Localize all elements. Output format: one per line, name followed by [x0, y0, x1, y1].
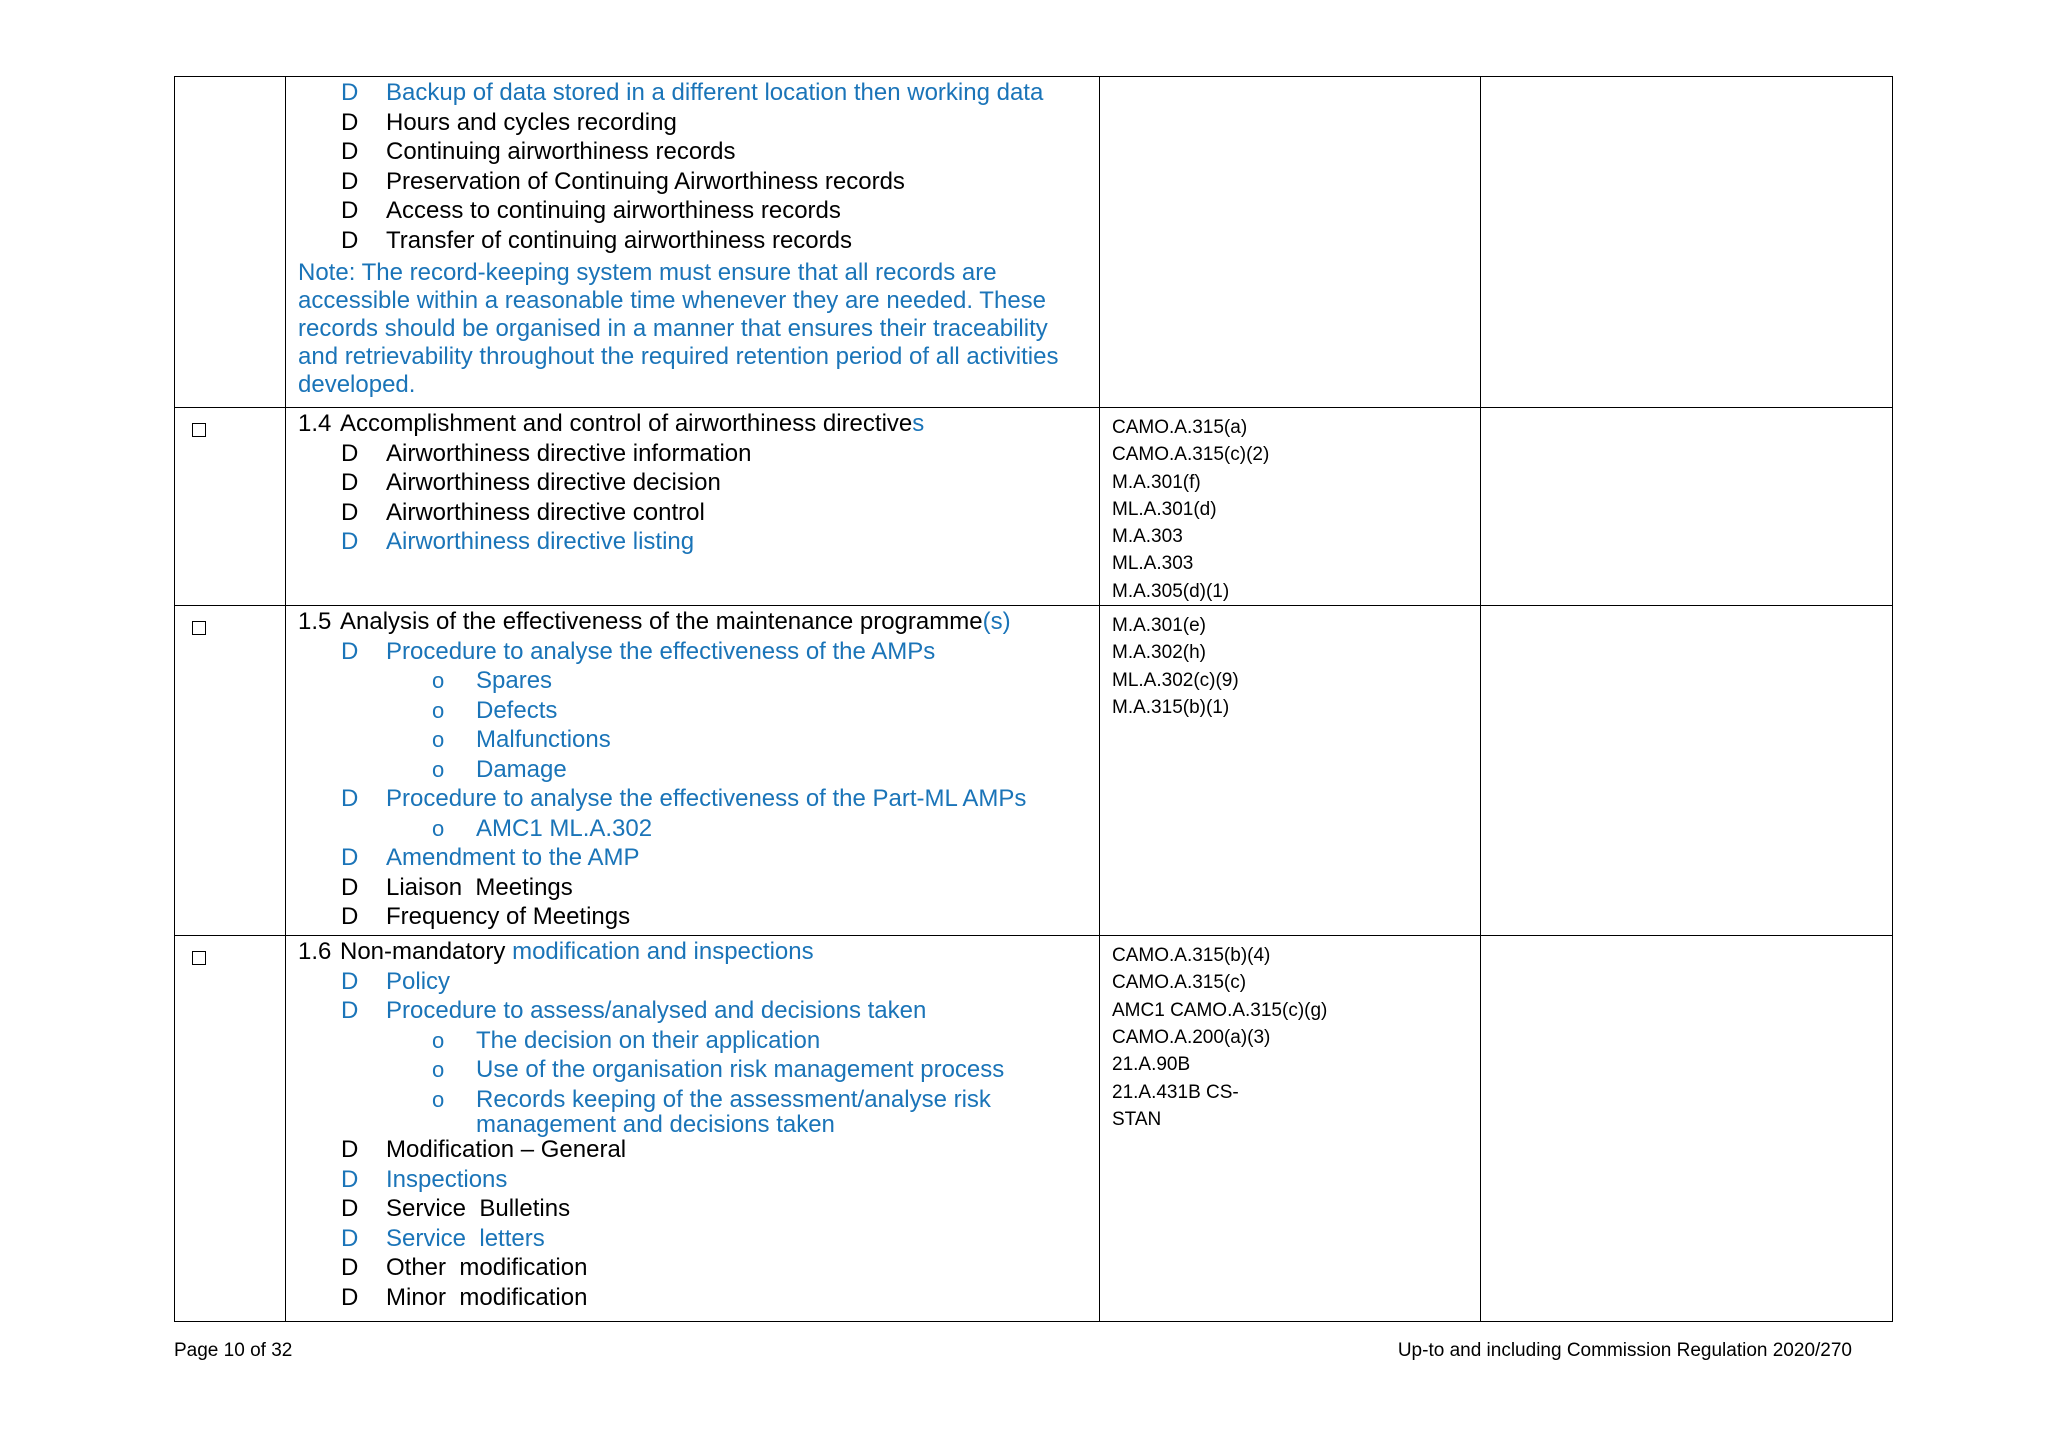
bullet-marker: D [341, 873, 359, 901]
bullet-marker: D [341, 967, 359, 995]
regulation-reference: M.A.315(b)(1) [1112, 696, 1230, 718]
reference-cell [1100, 77, 1481, 408]
bullet-marker: D [341, 1165, 359, 1193]
item-text: The decision on their application [476, 1026, 821, 1054]
sub-bullet-marker: o [432, 668, 445, 694]
section-title-amendment: modification and inspections [512, 938, 814, 966]
sub-list-item [286, 696, 1099, 726]
bullet-marker: D [341, 469, 359, 496]
checklist-row [175, 408, 1893, 606]
checkbox[interactable] [192, 951, 206, 965]
list-item [286, 527, 1099, 557]
item-text: Procedure to analyse the effectiveness of the Part-ML AMPs [386, 785, 1027, 813]
bullet-marker: D [341, 439, 359, 467]
list-item [286, 843, 1099, 873]
checkbox[interactable] [192, 621, 206, 635]
section-heading [286, 409, 1099, 439]
list-item [286, 1165, 1099, 1195]
regulation-reference: M.A.302(h) [1112, 642, 1206, 664]
item-text: Procedure to analyse the effectiveness of the AMPs [386, 637, 936, 665]
bullet-marker: D [341, 138, 359, 165]
regulation-reference: ML.A.303 [1112, 553, 1194, 575]
sub-list-item [286, 1111, 1099, 1139]
bullet-marker: D [341, 528, 359, 555]
check-cell [175, 606, 286, 936]
item-text: Procedure to assess/analysed and decisions taken [386, 997, 927, 1025]
sub-bullet-marker: o [432, 815, 445, 841]
bullet-marker: D [341, 1195, 359, 1223]
section-number: 1.6 [298, 938, 332, 966]
section-number: 1.5 [298, 608, 332, 636]
item-text: Other modification [386, 1254, 588, 1282]
item-text: Policy [386, 967, 451, 995]
regulation-reference: M.A.301(f) [1112, 471, 1201, 493]
regulation-reference: 21.A.431B CS- [1112, 1081, 1239, 1103]
checkbox[interactable] [192, 423, 206, 437]
item-text: Preservation of Continuing Airworthiness records [386, 167, 905, 195]
comments-cell[interactable] [1481, 606, 1893, 936]
content-cell [286, 77, 1100, 408]
list-item [286, 167, 1099, 197]
item-text: Airworthiness directive listing [386, 528, 695, 555]
bullet-marker: D [341, 785, 359, 813]
item-text: Malfunctions [476, 726, 611, 754]
item-text: AMC1 ML.A.302 [476, 814, 653, 842]
regulation-reference: M.A.305(d)(1) [1112, 580, 1230, 602]
note-text: Note: The record-keeping system must ensure that all records are accessible within a reasonable time whenever they are needed. These records should be organised in a manner that ensures their traceability and retrievability throughout the required retention period of all activities developed. [298, 259, 1059, 398]
bullet-marker: D [341, 844, 359, 872]
list-item [286, 784, 1099, 814]
sub-list-item [286, 1026, 1099, 1056]
bullet-marker: D [341, 1224, 359, 1252]
bullet-marker: D [341, 1136, 359, 1164]
sub-list-item [286, 814, 1099, 844]
content-cell [286, 606, 1100, 936]
item-text: Amendment to the AMP [386, 844, 640, 872]
item-text: Inspections [386, 1165, 508, 1193]
item-text: Airworthiness directive information [386, 439, 752, 467]
sub-bullet-marker: o [432, 727, 445, 753]
regulation-reference: CAMO.A.315(a) [1112, 417, 1248, 438]
list-item [286, 1194, 1099, 1224]
list-item [286, 967, 1099, 997]
item-text: Airworthiness directive control [386, 498, 705, 526]
checklist-row [175, 606, 1893, 936]
list-item [286, 996, 1099, 1026]
bullet-marker: D [341, 997, 359, 1025]
regulation-reference: M.A.301(e) [1112, 615, 1206, 637]
item-text: management and decisions taken [476, 1111, 835, 1139]
checklist-row [175, 77, 1893, 408]
section-title-amendment: s [912, 410, 925, 437]
sub-list-item [286, 666, 1099, 696]
list-item [286, 137, 1099, 167]
comments-cell[interactable] [1481, 936, 1893, 1322]
item-text: Damage [476, 755, 567, 783]
regulation-reference: M.A.303 [1112, 526, 1183, 548]
section-title: Accomplishment and control of airworthiness directive [340, 410, 913, 437]
item-text: Frequency of Meetings [386, 903, 631, 931]
list-item [286, 439, 1099, 469]
item-text: Hours and cycles recording [386, 108, 677, 136]
list-item [286, 1283, 1099, 1313]
list-item [286, 226, 1099, 256]
regulation-reference: CAMO.A.315(c)(2) [1112, 444, 1270, 466]
item-text: Modification – General [386, 1136, 627, 1164]
sub-list-item [286, 725, 1099, 755]
item-text: Liaison Meetings [386, 873, 573, 901]
section-number: 1.4 [298, 410, 332, 437]
reference-cell [1100, 606, 1481, 936]
sub-bullet-marker: o [432, 697, 445, 723]
regulation-reference: CAMO.A.315(c) [1112, 972, 1247, 994]
content-cell [286, 408, 1100, 606]
check-cell [175, 77, 286, 408]
list-item [286, 196, 1099, 226]
reference-cell [1100, 936, 1481, 1322]
list-item [286, 902, 1099, 932]
bullet-marker: D [341, 197, 359, 224]
section-title-amendment: (s) [982, 608, 1011, 636]
sub-bullet-marker: o [432, 1086, 445, 1112]
sub-bullet-marker: o [432, 1027, 445, 1053]
section-heading [286, 607, 1099, 637]
item-text: Defects [476, 696, 558, 724]
item-text: Use of the organisation risk management process [476, 1056, 1005, 1084]
section-heading [286, 937, 1099, 967]
item-text: Access to continuing airworthiness records [386, 197, 841, 224]
regulation-reference: AMC1 CAMO.A.315(c)(g) [1112, 999, 1328, 1021]
regulation-reference: CAMO.A.200(a)(3) [1112, 1026, 1271, 1048]
reference-cell [1100, 408, 1481, 606]
check-cell [175, 408, 286, 606]
bullet-marker: D [341, 108, 359, 136]
list-item [286, 1253, 1099, 1283]
list-item [286, 468, 1099, 498]
bullet-marker: D [341, 226, 359, 254]
check-cell [175, 936, 286, 1322]
bullet-marker: D [341, 1283, 359, 1311]
sub-list-item [286, 1055, 1099, 1085]
bullet-marker: D [341, 167, 359, 195]
regulation-note: Up-to and including Commission Regulation 2020/270 [1397, 1340, 1852, 1361]
list-item [286, 1224, 1099, 1254]
list-item [286, 637, 1099, 667]
sub-bullet-marker: o [432, 1057, 445, 1083]
checklist-row [175, 936, 1893, 1322]
item-text: Service letters [386, 1224, 545, 1252]
sub-list-item [286, 755, 1099, 785]
list-item [286, 873, 1099, 903]
regulation-reference: ML.A.302(c)(9) [1112, 669, 1239, 691]
item-text: Service Bulletins [386, 1195, 571, 1223]
regulation-reference: ML.A.301(d) [1112, 498, 1217, 520]
list-item [286, 78, 1099, 108]
section-title: Non-mandatory [340, 938, 513, 966]
item-text: Spares [476, 667, 553, 695]
list-item [286, 498, 1099, 528]
item-text: Transfer of continuing airworthiness records [386, 226, 852, 254]
section-title: Analysis of the effectiveness of the maintenance programme [340, 608, 983, 636]
comments-cell[interactable] [1481, 77, 1893, 408]
item-text: Continuing airworthiness records [386, 138, 736, 165]
bullet-marker: D [341, 903, 359, 931]
item-text: Minor modification [386, 1283, 588, 1311]
regulation-reference: STAN [1112, 1108, 1162, 1130]
list-item [286, 108, 1099, 138]
page-number: Page 10 of 32 [174, 1340, 293, 1361]
item-text: Records keeping of the assessment/analyse risk [476, 1085, 991, 1113]
sub-bullet-marker: o [432, 756, 445, 782]
bullet-marker: D [341, 79, 359, 106]
sub-list-item [286, 1085, 1099, 1115]
item-text: Airworthiness directive decision [386, 469, 721, 496]
bullet-marker: D [341, 1254, 359, 1282]
regulation-reference: CAMO.A.315(b)(4) [1112, 945, 1271, 967]
comments-cell[interactable] [1481, 408, 1893, 606]
regulation-reference: 21.A.90B [1112, 1054, 1191, 1076]
content-cell [286, 936, 1100, 1322]
bullet-marker: D [341, 637, 359, 665]
checklist-table [174, 76, 1893, 1322]
list-item [286, 1135, 1099, 1165]
bullet-marker: D [341, 498, 359, 526]
item-text: Backup of data stored in a different location then working data [386, 79, 1044, 106]
